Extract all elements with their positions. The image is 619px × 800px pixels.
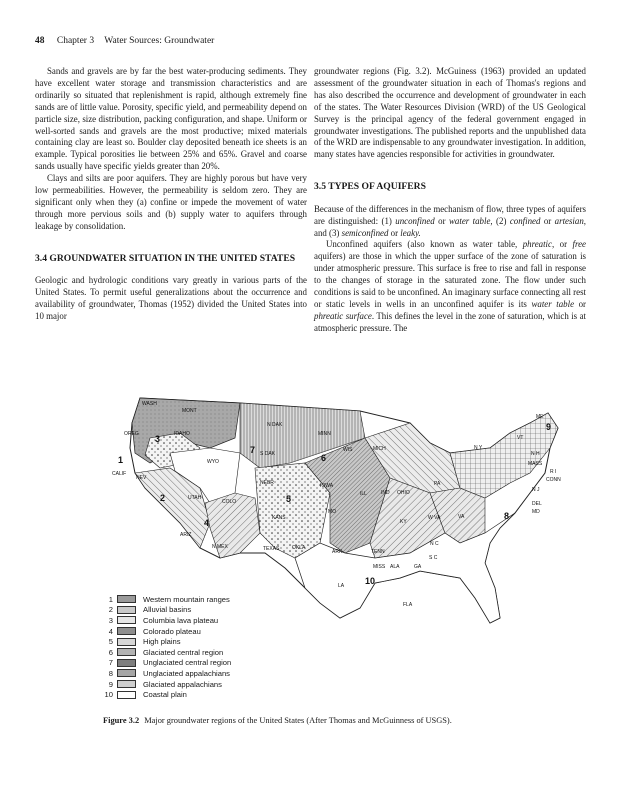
state-label: MICH [373, 446, 386, 452]
state-label: WYO [207, 459, 219, 465]
state-label: IOWA [320, 483, 334, 489]
legend-item [103, 605, 231, 616]
state-label: MONT [182, 408, 197, 414]
legend-number: 1 [108, 594, 113, 604]
state-label: MO [328, 509, 337, 515]
region-number: 5 [286, 494, 292, 504]
legend-number: 2 [108, 605, 113, 615]
legend-swatch [117, 638, 136, 646]
legend-label: Colorado plateau [143, 626, 201, 636]
legend-number: 6 [108, 647, 113, 657]
running-header [35, 36, 214, 46]
legend-swatch [117, 606, 136, 614]
state-label: N J [532, 487, 540, 493]
region-number: 8 [504, 511, 510, 521]
legend-swatch [117, 691, 136, 699]
state-label: ARK [332, 549, 343, 555]
legend-label: Coastal plain [143, 690, 187, 700]
state-label: CONN [546, 477, 561, 483]
legend-swatch [117, 669, 136, 677]
legend-swatch [117, 627, 136, 635]
state-label: N H [531, 451, 540, 457]
state-label: CALIF [112, 471, 127, 477]
region-number: 3 [155, 434, 161, 444]
legend-item [103, 615, 231, 626]
paragraph-regions: groundwater regions (Fig. 3.2). McGuiness (1963) provided an updated assessment of the groundwater situation in each of Thomas's regions and has also described the occurrence and development of groundwater in each of the states. The Water Resources Division (WRD) of the US Geological Survey is the principal agency of the federal government engaged in groundwater investigations. The published reports and the unpublished data of the WRD are indispensable to any groundwater investigation. In addition, many states have agencies responsible for activities in groundwater. [314, 66, 586, 160]
legend-swatch [117, 616, 136, 624]
state-label: MISS [373, 564, 386, 570]
state-label: LA [338, 583, 345, 589]
state-label: VA [458, 514, 465, 520]
legend-label: Glaciated appalachians [143, 679, 222, 689]
legend-number: 7 [108, 658, 113, 668]
state-label: KANS [272, 515, 286, 521]
state-label: OREG [124, 431, 139, 437]
map-legend [103, 594, 231, 700]
figure-label: Figure 3.2 [103, 716, 140, 725]
legend-swatch [117, 659, 136, 667]
state-label: MASS [528, 461, 543, 467]
legend-label: Glaciated central region [143, 647, 224, 657]
figure-caption [103, 716, 452, 725]
legend-number: 3 [108, 615, 113, 625]
legend-label: Western mountain ranges [143, 594, 230, 604]
heading-3-4: 3.4 GROUNDWATER SITUATION IN THE UNITED STATES [35, 252, 296, 264]
legend-swatch [117, 680, 136, 688]
region-number: 7 [250, 445, 256, 455]
state-label: OKLA [292, 545, 306, 551]
legend-swatch [117, 648, 136, 656]
page-number: 48 [35, 36, 45, 46]
paragraph-unconfined: Unconfined aquifers (also known as water table, phreatic, or free aquifers) are those in which the upper surface of the zone of saturation is under atmospheric pressure. This surface is free to rise and fall in response to the changes of storage in the saturated zone. The flow under such conditions is said to be unconfined. An imaginary surface connecting all rest or static levels in wells in an unconfined aquifer is its water table or phreatic surface. This defines the level in the zone of saturation, which is at atmospheric pressure. The [314, 239, 587, 333]
state-label: TENN [371, 549, 385, 555]
state-label: ME [536, 414, 544, 420]
state-label: DEL [532, 501, 542, 507]
legend-number: 9 [108, 679, 113, 689]
state-label: ARIZ [180, 532, 192, 538]
legend-label: Unglaciated central region [143, 658, 232, 668]
paragraph-clays: Clays and silts are poor aquifers. They are highly porous but have very low permeabilities. However, the permeability is seldom zero. They are significant only when they (a) confine or impede the movement of water through more pervious soils and (b) supply water to aquifers through leakage by consolidation. [35, 173, 307, 231]
state-label: MINN [318, 431, 331, 437]
state-label: UTAH [188, 495, 202, 501]
legend-label: Columbia lava plateau [143, 615, 219, 625]
legend-item [103, 594, 231, 605]
state-label: TEXAS [263, 546, 280, 552]
figure-caption-text: Major groundwater regions of the United States (After Thomas and McGuinness of USGS). [144, 716, 452, 725]
legend-item [103, 679, 231, 690]
state-label: W VA [428, 515, 441, 521]
paragraph-geologic: Geologic and hydrologic conditions vary greatly in various parts of the United States. To permit useful generalizations about the occurrence and availability of groundwater, Thomas (1952) divided the United States into 10 major [35, 275, 307, 321]
chapter-title: Water Sources: Groundwater [104, 36, 215, 46]
legend-item [103, 647, 231, 658]
state-label: N MEX [212, 544, 228, 550]
legend-item [103, 658, 231, 669]
chapter-label: Chapter 3 [56, 36, 95, 46]
state-label: S C [429, 555, 438, 561]
state-label: N C [430, 541, 439, 547]
paragraph-sands: Sands and gravels are by far the best water-producing sediments. They have excellent water storage and transmission characteristics and are ordinarily so situated that replenishment is rapid, although extremely fine sands are of little value. Porosity, specific yield, and permeability depend on particle size, size distribution, packing configuration, and shape. Uniform or well-sorted sands and gravels are the most productive; mixed materials containing clay are least so. Boulder clay deposited beneath ice sheets is an example. Typical porosities lie between 25% and 65%. Gravel and coarse sands usually have specific yields greater than 20%. [35, 66, 307, 172]
state-label: OHIO [397, 490, 410, 496]
state-label: KY [400, 519, 407, 525]
state-label: FLA [403, 602, 413, 608]
state-label: NEBR [260, 480, 274, 486]
paragraph-aquifer-types: Because of the differences in the mechanism of flow, three types of aquifers are distinguished: (1) unconfined or water table, (2) confined or artesian, and (3) semiconfined or leaky. [314, 203, 586, 238]
legend-number: 4 [108, 626, 113, 636]
state-label: WASH [142, 401, 157, 407]
state-label: IDAHO [174, 431, 190, 437]
state-label: NEV [136, 475, 147, 481]
region-number: 4 [204, 518, 210, 528]
state-label: ALA [390, 564, 400, 570]
heading-3-5: 3.5 TYPES OF AQUIFERS [314, 181, 426, 193]
legend-number: 5 [108, 637, 113, 647]
legend-label: High plains [143, 637, 181, 647]
region-number: 10 [365, 576, 376, 586]
state-label: N Y [474, 445, 483, 451]
state-label: VT [517, 435, 524, 441]
right-column [314, 66, 586, 335]
state-label: MD [532, 509, 540, 515]
left-column [35, 66, 307, 323]
state-label: S DAK [260, 451, 276, 457]
state-label: GA [414, 564, 422, 570]
state-label: ILL [360, 491, 367, 497]
legend-item [103, 689, 231, 700]
region-number: 1 [118, 455, 124, 465]
legend-number: 8 [108, 668, 113, 678]
state-label: COLO [222, 499, 237, 505]
legend-label: Unglaciated appalachians [143, 668, 230, 678]
legend-item [103, 668, 231, 679]
legend-item [103, 636, 231, 647]
state-label: WIS [343, 447, 353, 453]
legend-swatch [117, 595, 136, 603]
region-number: 6 [321, 453, 327, 463]
state-label: IND [381, 490, 390, 496]
state-label: PA [434, 481, 441, 487]
legend-label: Alluvial basins [143, 605, 192, 615]
legend-number: 10 [104, 690, 113, 700]
region-number: 9 [546, 422, 552, 432]
state-label: N DAK [267, 422, 283, 428]
state-label: R I [550, 469, 557, 475]
legend-item [103, 626, 231, 637]
region-number: 2 [160, 493, 166, 503]
